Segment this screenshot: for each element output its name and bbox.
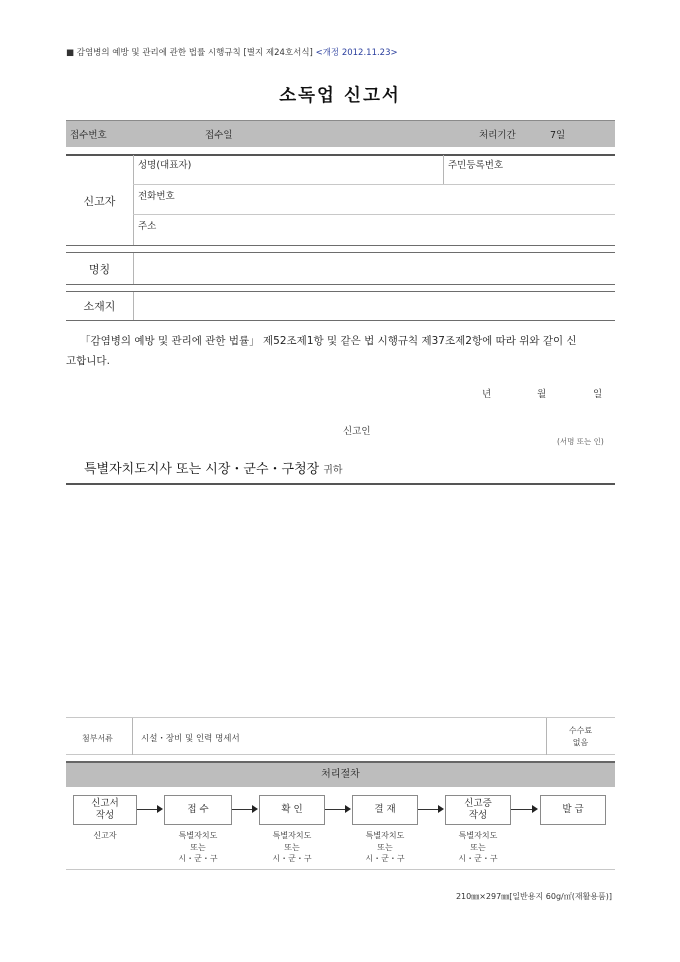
actor-line: 특별자치도 xyxy=(365,831,405,840)
step-label: 작성 xyxy=(468,810,488,821)
step-label: 결 재 xyxy=(374,804,396,815)
procedure-step-receipt xyxy=(164,795,232,825)
arrow-head-icon xyxy=(252,805,258,813)
column-divider xyxy=(133,155,134,245)
form-title: 소독업 신고서 xyxy=(279,86,401,106)
section-divider xyxy=(66,245,615,246)
processing-period-value: 7일 xyxy=(550,130,566,141)
row-divider xyxy=(133,184,615,185)
signature-note: (서명 또는 인) xyxy=(557,437,604,446)
column-divider xyxy=(133,253,134,284)
address-field[interactable] xyxy=(138,230,613,243)
declaration-text-line1: 「감염병의 예방 및 관리에 관한 법률」 제52조제1항 및 같은 법 시행규칙 제37조제2항에 따라 위와 같이 신 xyxy=(80,335,577,347)
actor-line: 또는 xyxy=(377,842,393,852)
flow-arrow xyxy=(418,809,438,810)
step-label: 접 수 xyxy=(187,804,209,815)
attachments-row xyxy=(66,717,615,755)
step-label: 신고서 xyxy=(91,798,119,809)
receipt-info-bar xyxy=(66,120,615,147)
row-divider xyxy=(133,214,615,215)
actor-line: 시・군・구 xyxy=(365,854,405,863)
business-name-label: 명칭 xyxy=(88,263,111,276)
location-field[interactable] xyxy=(138,296,613,316)
declaration-text-line2: 고합니다. xyxy=(66,355,110,367)
procedure-step-approval xyxy=(352,795,418,825)
phone-field-label: 전화번호 xyxy=(138,191,175,202)
paper-spec-note: 210㎜×297㎜[일반용지 60g/㎡(재활용품)] xyxy=(455,892,612,901)
attachments-items: 시설・장비 및 인력 명세서 xyxy=(141,734,240,744)
step-actor xyxy=(73,830,137,842)
procedure-title: 처리절차 xyxy=(321,769,360,780)
actor-line: 신고자 xyxy=(93,831,117,840)
section-divider xyxy=(66,154,615,156)
date-year-label: 년 xyxy=(482,389,492,400)
fee-cell xyxy=(546,725,615,749)
section-divider xyxy=(66,869,615,870)
step-label: 작성 xyxy=(95,810,115,821)
arrow-head-icon xyxy=(438,805,444,813)
actor-line: 특별자치도 xyxy=(178,831,218,840)
actor-line: 특별자치도 xyxy=(458,831,498,840)
procedure-step-review xyxy=(259,795,325,825)
processing-period-label: 처리기간 xyxy=(479,130,516,141)
name-field[interactable] xyxy=(138,170,438,183)
form-reference-note xyxy=(66,46,398,58)
actor-line: 시・군・구 xyxy=(458,854,498,863)
actor-line: 또는 xyxy=(470,842,486,852)
procedure-step-delivery xyxy=(540,795,606,825)
fee-value: 없음 xyxy=(572,738,589,747)
revision-date: <개정 2012.11.23> xyxy=(315,48,398,58)
date-month-label: 월 xyxy=(537,389,547,400)
step-actor xyxy=(164,830,232,865)
actor-line: 시・군・구 xyxy=(178,854,218,863)
actor-line: 또는 xyxy=(190,842,206,852)
actor-line: 시・군・구 xyxy=(272,854,312,863)
resident-number-field[interactable] xyxy=(448,170,613,183)
section-divider xyxy=(66,320,615,321)
flow-arrow xyxy=(511,809,532,810)
applicant-signature-label: 신고인 xyxy=(343,426,371,437)
actor-line: 또는 xyxy=(284,842,300,852)
section-divider xyxy=(66,284,615,285)
procedure-step-issue-certificate xyxy=(445,795,511,825)
applicant-section-label: 신고자 xyxy=(83,195,116,208)
column-divider xyxy=(132,718,133,755)
business-name-field[interactable] xyxy=(138,258,613,280)
resident-number-label: 주민등록번호 xyxy=(448,160,504,171)
receipt-number-label: 접수번호 xyxy=(70,130,107,141)
column-divider xyxy=(443,155,444,184)
addressee-text: 특별자치도지사 또는 시장・군수・구청장 xyxy=(84,462,320,477)
name-field-label: 성명(대표자) xyxy=(138,160,192,171)
procedure-step-write-report xyxy=(73,795,137,825)
step-actor xyxy=(259,830,325,865)
receipt-date-label: 접수일 xyxy=(205,130,233,141)
phone-field[interactable] xyxy=(138,200,613,213)
step-label: 확 인 xyxy=(281,804,303,815)
step-label: 발 급 xyxy=(562,804,584,815)
arrow-head-icon xyxy=(532,805,538,813)
arrow-head-icon xyxy=(345,805,351,813)
addressee xyxy=(84,458,343,477)
step-actor xyxy=(352,830,418,865)
section-divider xyxy=(66,483,615,485)
flow-arrow xyxy=(325,809,345,810)
flow-arrow xyxy=(137,809,157,810)
fee-label: 수수료 xyxy=(568,726,593,735)
date-day-label: 일 xyxy=(593,389,603,400)
procedure-title-bar xyxy=(66,761,615,787)
form-reference: ■ 감염병의 예방 및 관리에 관한 법률 시행규칙 [별지 제24호서식] xyxy=(66,48,313,58)
section-divider xyxy=(66,252,615,253)
column-divider xyxy=(133,292,134,320)
address-field-label: 주소 xyxy=(138,221,157,232)
location-label: 소재지 xyxy=(83,300,116,313)
flow-arrow xyxy=(232,809,252,810)
arrow-head-icon xyxy=(157,805,163,813)
attachments-label: 첨부서류 xyxy=(82,734,113,743)
section-divider xyxy=(66,291,615,292)
step-actor xyxy=(445,830,511,865)
actor-line: 특별자치도 xyxy=(272,831,312,840)
addressee-suffix: 귀하 xyxy=(323,465,343,476)
step-label: 신고증 xyxy=(464,798,492,809)
